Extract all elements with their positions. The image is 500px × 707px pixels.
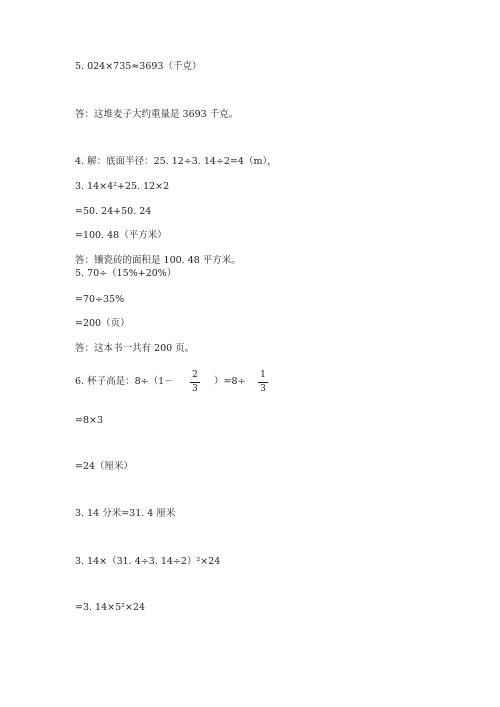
text-line-13: =8×3 [75,415,104,426]
text-line-15: 3. 14 分米=31. 4 厘米 [75,508,176,519]
text-line-17: =3. 14×5²×24 [75,602,145,613]
text-line-6: =100. 48（平方米） [75,230,167,241]
fraction-bar [258,382,268,383]
fraction-denominator: 3 [260,384,266,394]
text-line-7: 答：镶瓷砖的面积是 100. 48 平方米。 [75,255,241,266]
text-line-5: =50. 24+50. 24 [75,206,152,217]
text-line-10: =200（页） [75,318,130,329]
text-line-9: =70÷35% [75,294,125,305]
text-line-14: =24（厘米） [75,461,134,472]
fraction-numerator: 2 [192,370,198,380]
text-line-11: 答：这本书一共有 200 页。 [75,343,195,354]
line12-prefix: 6. 杯子高是：8÷（1－ [75,376,174,387]
text-line-1: 5. 024×735≈3693（千克） [75,61,202,72]
fraction-bar [190,382,200,383]
fraction-denominator: 3 [192,384,198,394]
text-line-4: 3. 14×4²+25. 12×2 [75,181,170,192]
text-line-8: 5. 70÷（15%+20%） [75,268,177,279]
line12-middle: ）=8÷ [214,376,246,387]
fraction-two-thirds [190,370,200,395]
fraction-numerator: 1 [260,370,266,380]
text-line-16: 3. 14×（31. 4÷3. 14÷2）²×24 [75,556,221,567]
text-line-3: 4. 解：底面半径：25. 12÷3. 14÷2=4（m）， [75,156,277,167]
fraction-one-third [258,370,268,395]
text-line-2: 答：这堆麦子大约重量是 3693 千克。 [75,109,239,120]
